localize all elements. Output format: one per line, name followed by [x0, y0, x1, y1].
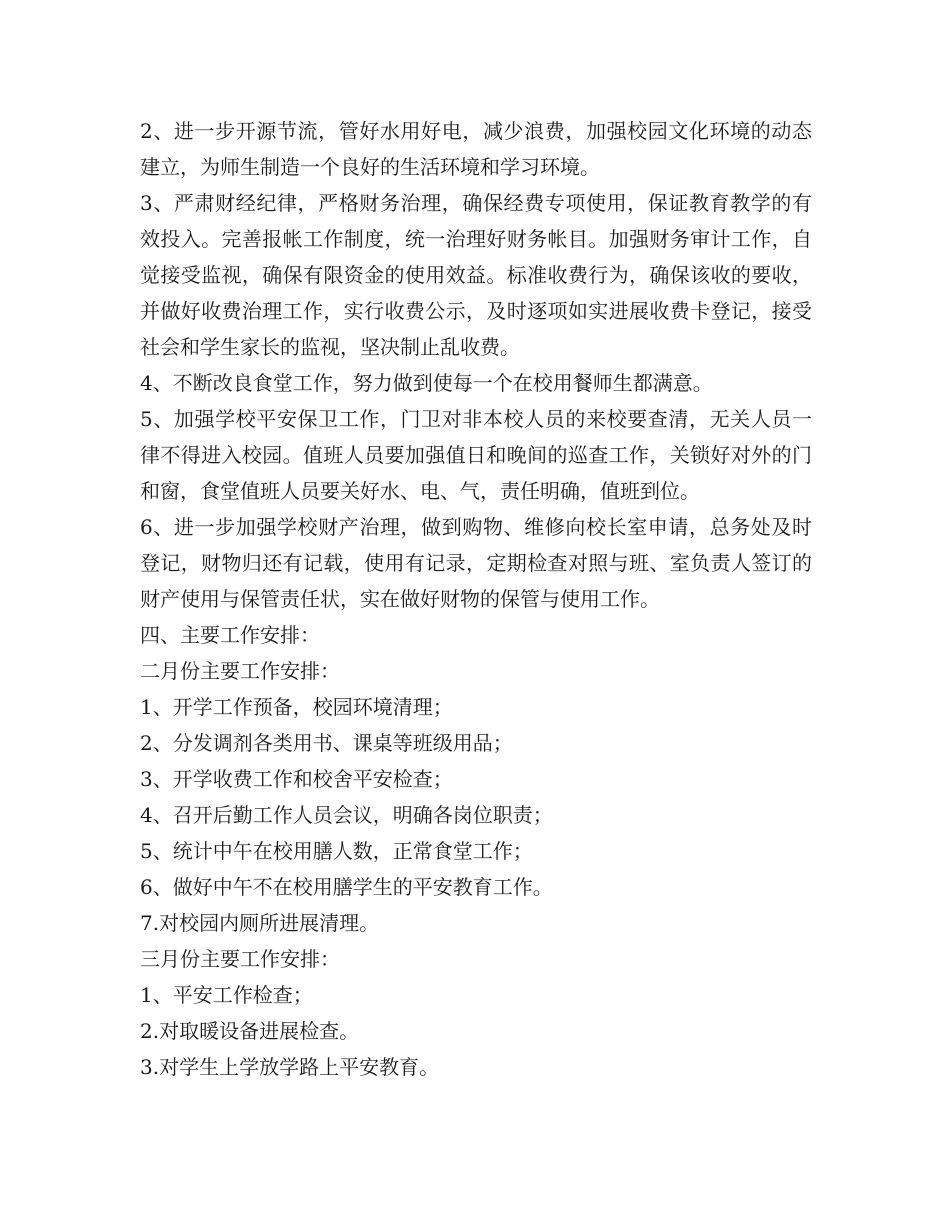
list-item: 3.对学生上学放学路上平安教育。: [140, 1055, 440, 1079]
document-body: [140, 113, 812, 1085]
list-item: 1、平安工作检查；: [140, 983, 313, 1007]
list-item: 2、分发调剂各类用书、课桌等班级用品；: [140, 731, 513, 755]
list-item: 6、做好中午不在校用膳学生的平安教育工作。: [140, 875, 553, 899]
paragraph-item-2-energy-saving: 2、进一步开源节流，管好水用好电，减少浪费，加强校园文化环境的动态建立，为师生制造一个良好的生活环境和学习环境。: [140, 119, 812, 179]
list-item: 3、开学收费工作和校舍平安检查；: [140, 767, 453, 791]
list-item: 2.对取暖设备进展检查。: [140, 1019, 360, 1043]
paragraph-item-6-property-management: 6、进一步加强学校财产治理，做到购物、维修向校长室申请，总务处及时登记，财物归还有记载，使用有记录，定期检查对照与班、室负责人签订的财产使用与保管责任状，实在做好财物的保管与使用工作。: [140, 515, 812, 611]
subheading-february: 二月份主要工作安排：: [140, 659, 340, 683]
section-heading-work-arrangement: 四、主要工作安排：: [140, 623, 320, 647]
paragraph-item-4-canteen: 4、不断改良食堂工作，努力做到使每一个在校用餐师生都满意。: [140, 371, 713, 395]
subheading-march: 三月份主要工作安排：: [140, 947, 340, 971]
list-item: 4、召开后勤工作人员会议，明确各岗位职责；: [140, 803, 553, 827]
paragraph-item-5-security: 5、加强学校平安保卫工作，门卫对非本校人员的来校要查清，无关人员一律不得进入校园。值班人员要加强值日和晚间的巡查工作，关锁好对外的门和窗，食堂值班人员要关好水、电、气，责任明确，值班到位。: [140, 407, 812, 503]
list-item: 5、统计中午在校用膳人数，正常食堂工作；: [140, 839, 533, 863]
paragraph-item-3-finance-discipline: 3、严肃财经纪律，严格财务治理，确保经费专项使用，保证教育教学的有效投入。完善报帐工作制度，统一治理好财务帐目。加强财务审计工作，自觉接受监视，确保有限资金的使用效益。标准收费行为，确保该收的要收，并做好收费治理工作，实行收费公示，及时逐项如实进展收费卡登记，接受社会和学生家长的监视，坚决制止乱收费。: [140, 191, 812, 359]
list-item: 7.对校园内厕所进展清理。: [140, 911, 380, 935]
list-item: 1、开学工作预备，校园环境清理；: [140, 695, 453, 719]
